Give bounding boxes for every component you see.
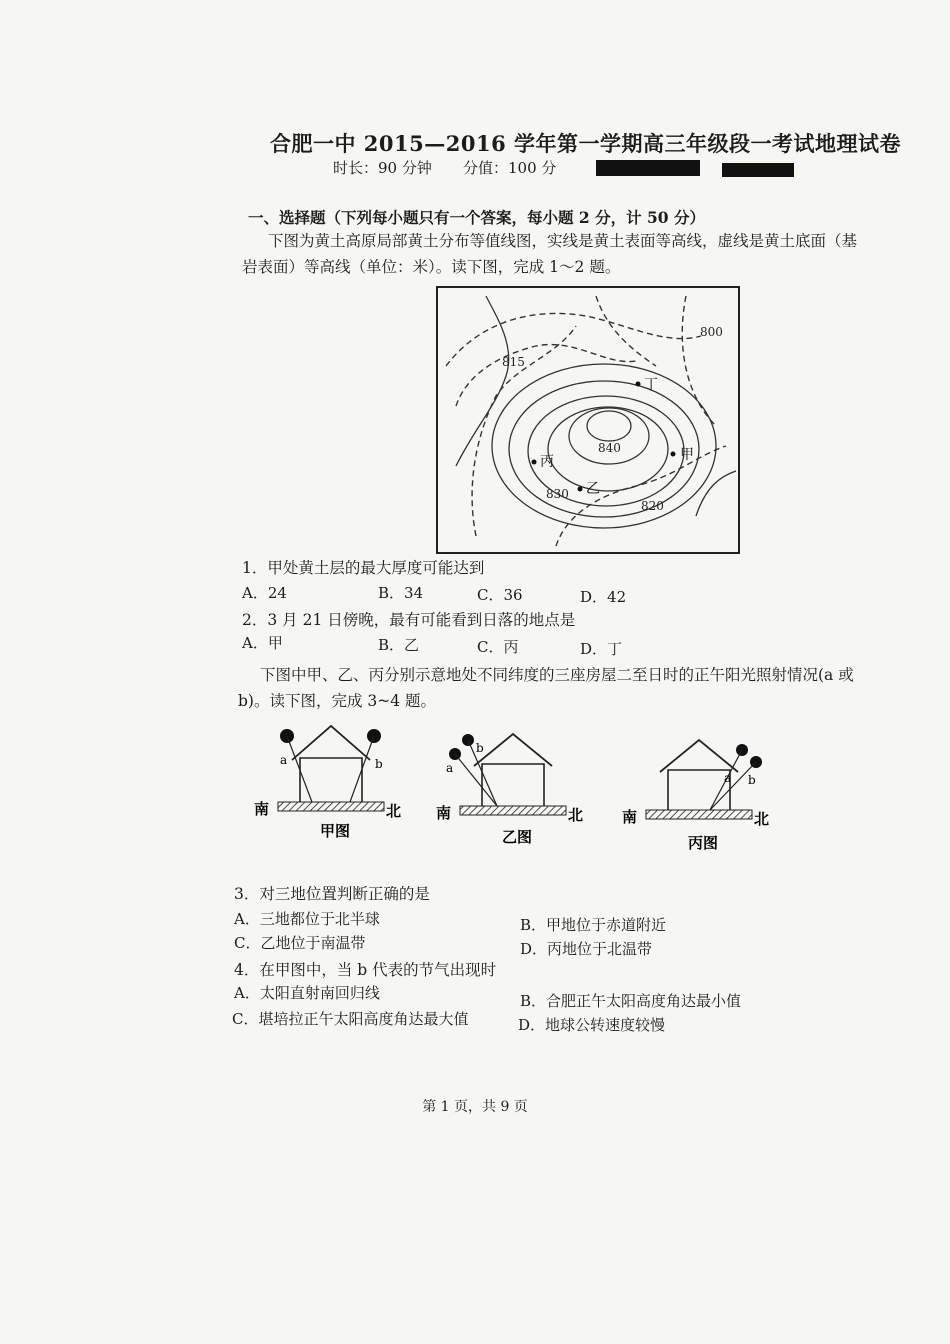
figure-bing <box>622 740 769 852</box>
q4-option-b[interactable]: B．合肥正午太阳高度角达最小值 <box>520 992 742 1010</box>
label-b: b <box>375 757 383 771</box>
point-jia: 甲 <box>680 447 694 463</box>
exam-score: 分值：100 分 <box>463 159 557 177</box>
label-840: 840 <box>598 441 621 455</box>
label-south: 南 <box>436 804 452 822</box>
caption-jia: 甲图 <box>320 822 351 840</box>
redacted-id <box>722 163 794 177</box>
label-815: 815 <box>502 355 525 369</box>
label-north: 北 <box>386 802 402 820</box>
figure-jia <box>254 726 401 840</box>
redacted-name <box>596 160 700 176</box>
q3-option-d[interactable]: D．丙地位于北温带 <box>520 940 653 958</box>
loess-contour-map <box>436 286 740 554</box>
intro-2a: 下图中甲、乙、丙分别示意地处不同纬度的三座房屋二至日时的正午阳光照射情况(a 或 <box>260 666 854 684</box>
point-ding: 丁 <box>644 377 658 393</box>
q2-option-a[interactable]: A．甲 <box>242 634 283 652</box>
question-4: 4．在甲图中，当 b 代表的节气出现时 <box>234 961 497 979</box>
question-2: 2．3 月 21 日傍晚，最有可能看到日落的地点是 <box>242 611 576 629</box>
label-south: 南 <box>622 808 638 826</box>
label-a: a <box>446 761 454 775</box>
q1-option-c[interactable]: C．36 <box>477 586 523 604</box>
label-south: 南 <box>254 800 270 818</box>
label-north: 北 <box>754 810 770 828</box>
q2-option-c[interactable]: C．丙 <box>477 638 519 656</box>
question-3: 3．对三地位置判断正确的是 <box>234 885 430 903</box>
q4-option-a[interactable]: A．太阳直射南回归线 <box>234 984 380 1002</box>
figure-yi <box>436 734 583 846</box>
label-a: a <box>280 753 288 767</box>
intro-2b: b)。读下图，完成 3~4 题。 <box>238 692 437 710</box>
q1-option-d[interactable]: D．42 <box>580 588 627 606</box>
intro-1b: 岩表面）等高线（单位：米）。读下图，完成 1～2 题。 <box>242 258 621 276</box>
q4-option-c[interactable]: C．堪培拉正午太阳高度角达最大值 <box>232 1010 469 1028</box>
point-yi: 乙 <box>586 481 600 497</box>
page-number: 第 1 页，共 9 页 <box>422 1099 528 1115</box>
label-800: 800 <box>700 325 723 339</box>
intro-1a: 下图为黄土高原局部黄土分布等值线图，实线是黄土表面等高线，虚线是黄土底面（基 <box>268 232 858 250</box>
label-b: b <box>748 773 756 787</box>
exam-duration: 时长：90 分钟 <box>333 159 432 177</box>
caption-bing: 丙图 <box>688 834 719 852</box>
caption-yi: 乙图 <box>502 828 533 846</box>
q3-option-c[interactable]: C．乙地位于南温带 <box>234 934 366 952</box>
label-north: 北 <box>568 806 584 824</box>
q4-option-d[interactable]: D．地球公转速度较慢 <box>518 1016 666 1034</box>
section-heading: 一、选择题（下列每小题只有一个答案，每小题 2 分，计 50 分） <box>248 208 705 227</box>
sun-house-figures <box>250 722 790 852</box>
q2-option-d[interactable]: D．丁 <box>580 640 623 658</box>
label-820: 820 <box>641 499 664 513</box>
label-830: 830 <box>546 487 569 501</box>
q2-option-b[interactable]: B．乙 <box>378 636 420 654</box>
label-b: b <box>476 741 484 755</box>
question-1: 1．甲处黄土层的最大厚度可能达到 <box>242 559 485 577</box>
exam-title: 合肥一中 2015—2016 学年第一学期高三年级段一考试地理试卷 <box>270 131 902 156</box>
q1-option-b[interactable]: B．34 <box>378 584 424 602</box>
q3-option-a[interactable]: A．三地都位于北半球 <box>234 910 380 928</box>
label-a: a <box>724 771 732 785</box>
q3-option-b[interactable]: B．甲地位于赤道附近 <box>520 916 667 934</box>
point-bing: 丙 <box>540 454 554 470</box>
q1-option-a[interactable]: A．24 <box>242 584 287 602</box>
